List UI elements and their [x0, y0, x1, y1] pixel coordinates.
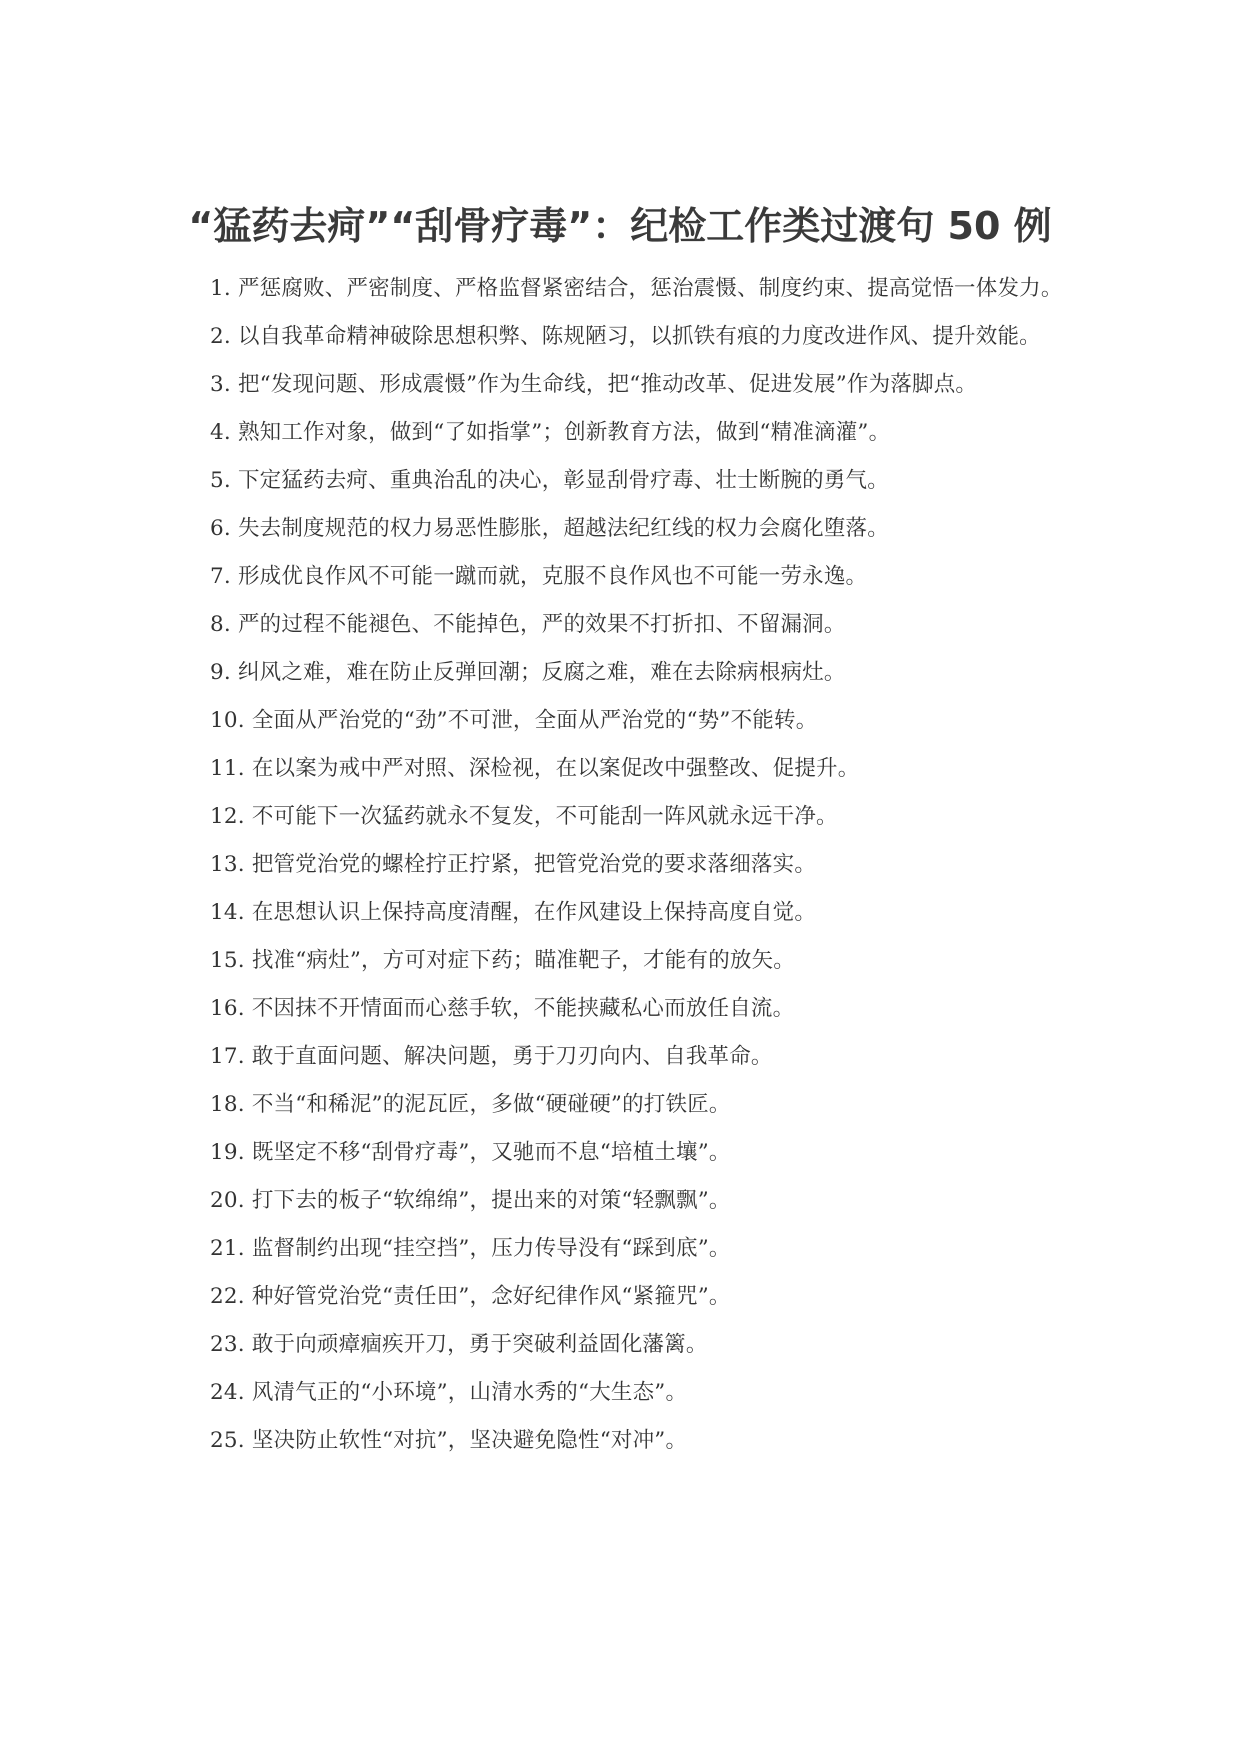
- list-item: 20. 打下去的板子“软绵绵”，提出来的对策“轻飘飘”。: [210, 1188, 731, 1213]
- list-item: 24. 风清气正的“小环境”，山清水秀的“大生态”。: [210, 1380, 688, 1405]
- list-item: 22. 种好管党治党“责任田”，念好纪律作风“紧箍咒”。: [210, 1284, 731, 1309]
- list-item: 10. 全面从严治党的“劲”不可泄，全面从严治党的“势”不能转。: [210, 708, 818, 733]
- list-item: 16. 不因抹不开情面而心慈手软，不能挟藏私心而放任自流。: [210, 996, 795, 1021]
- list-item: 5. 下定猛药去疴、重典治乱的决心，彰显刮骨疗毒、壮士断腕的勇气。: [210, 468, 889, 493]
- list-item: 8. 严的过程不能褪色、不能掉色，严的效果不打折扣、不留漏洞。: [210, 612, 846, 637]
- list-item: 9. 纠风之难，难在防止反弹回潮；反腐之难，难在去除病根病灶。: [210, 660, 846, 685]
- list-item: 25. 坚决防止软性“对抗”，坚决避免隐性“对冲”。: [210, 1428, 688, 1453]
- list-item: 3. 把“发现问题、形成震慑”作为生命线，把“推动改革、促进发展”作为落脚点。: [210, 372, 978, 397]
- list-item: 12. 不可能下一次猛药就永不复发，不可能刮一阵风就永远干净。: [210, 804, 838, 829]
- list-item: 13. 把管党治党的螺栓拧正拧紧，把管党治党的要求落细落实。: [210, 852, 817, 877]
- list-item: 14. 在思想认识上保持高度清醒，在作风建设上保持高度自觉。: [210, 900, 817, 925]
- list-item: 1. 严惩腐败、严密制度、严格监督紧密结合，惩治震慑、制度约束、提高觉悟一体发力。: [210, 276, 1063, 301]
- sentence-list: [160, 272, 1095, 1472]
- list-item: 18. 不当“和稀泥”的泥瓦匠，多做“硬碰硬”的打铁匠。: [210, 1092, 731, 1117]
- list-item: 2. 以自我革命精神破除思想积弊、陈规陋习，以抓铁有痕的力度改进作风、提升效能。: [210, 324, 1041, 349]
- list-item: 21. 监督制约出现“挂空挡”，压力传导没有“踩到底”。: [210, 1236, 731, 1261]
- list-item: 11. 在以案为戒中严对照、深检视，在以案促改中强整改、促提升。: [210, 756, 860, 781]
- list-item: 19. 既坚定不移“刮骨疗毒”，又驰而不息“培植土壤”。: [210, 1140, 731, 1165]
- list-item: 23. 敢于向顽瘴痼疾开刀，勇于突破利益固化藩篱。: [210, 1332, 708, 1357]
- list-item: 15. 找准“病灶”，方可对症下药；瞄准靶子，才能有的放矢。: [210, 948, 796, 973]
- document-title: “猛药去疴”“刮骨疗毒”：纪检工作类过渡句 50 例: [188, 204, 1052, 248]
- list-item: 7. 形成优良作风不可能一蹴而就，克服不良作风也不可能一劳永逸。: [210, 564, 868, 589]
- list-item: 6. 失去制度规范的权力易恶性膨胀，超越法纪红线的权力会腐化堕落。: [210, 516, 889, 541]
- list-item: 17. 敢于直面问题、解决问题，勇于刀刃向内、自我革命。: [210, 1044, 773, 1069]
- list-item: 4. 熟知工作对象，做到“了如指掌”；创新教育方法，做到“精准滴灌”。: [210, 420, 891, 445]
